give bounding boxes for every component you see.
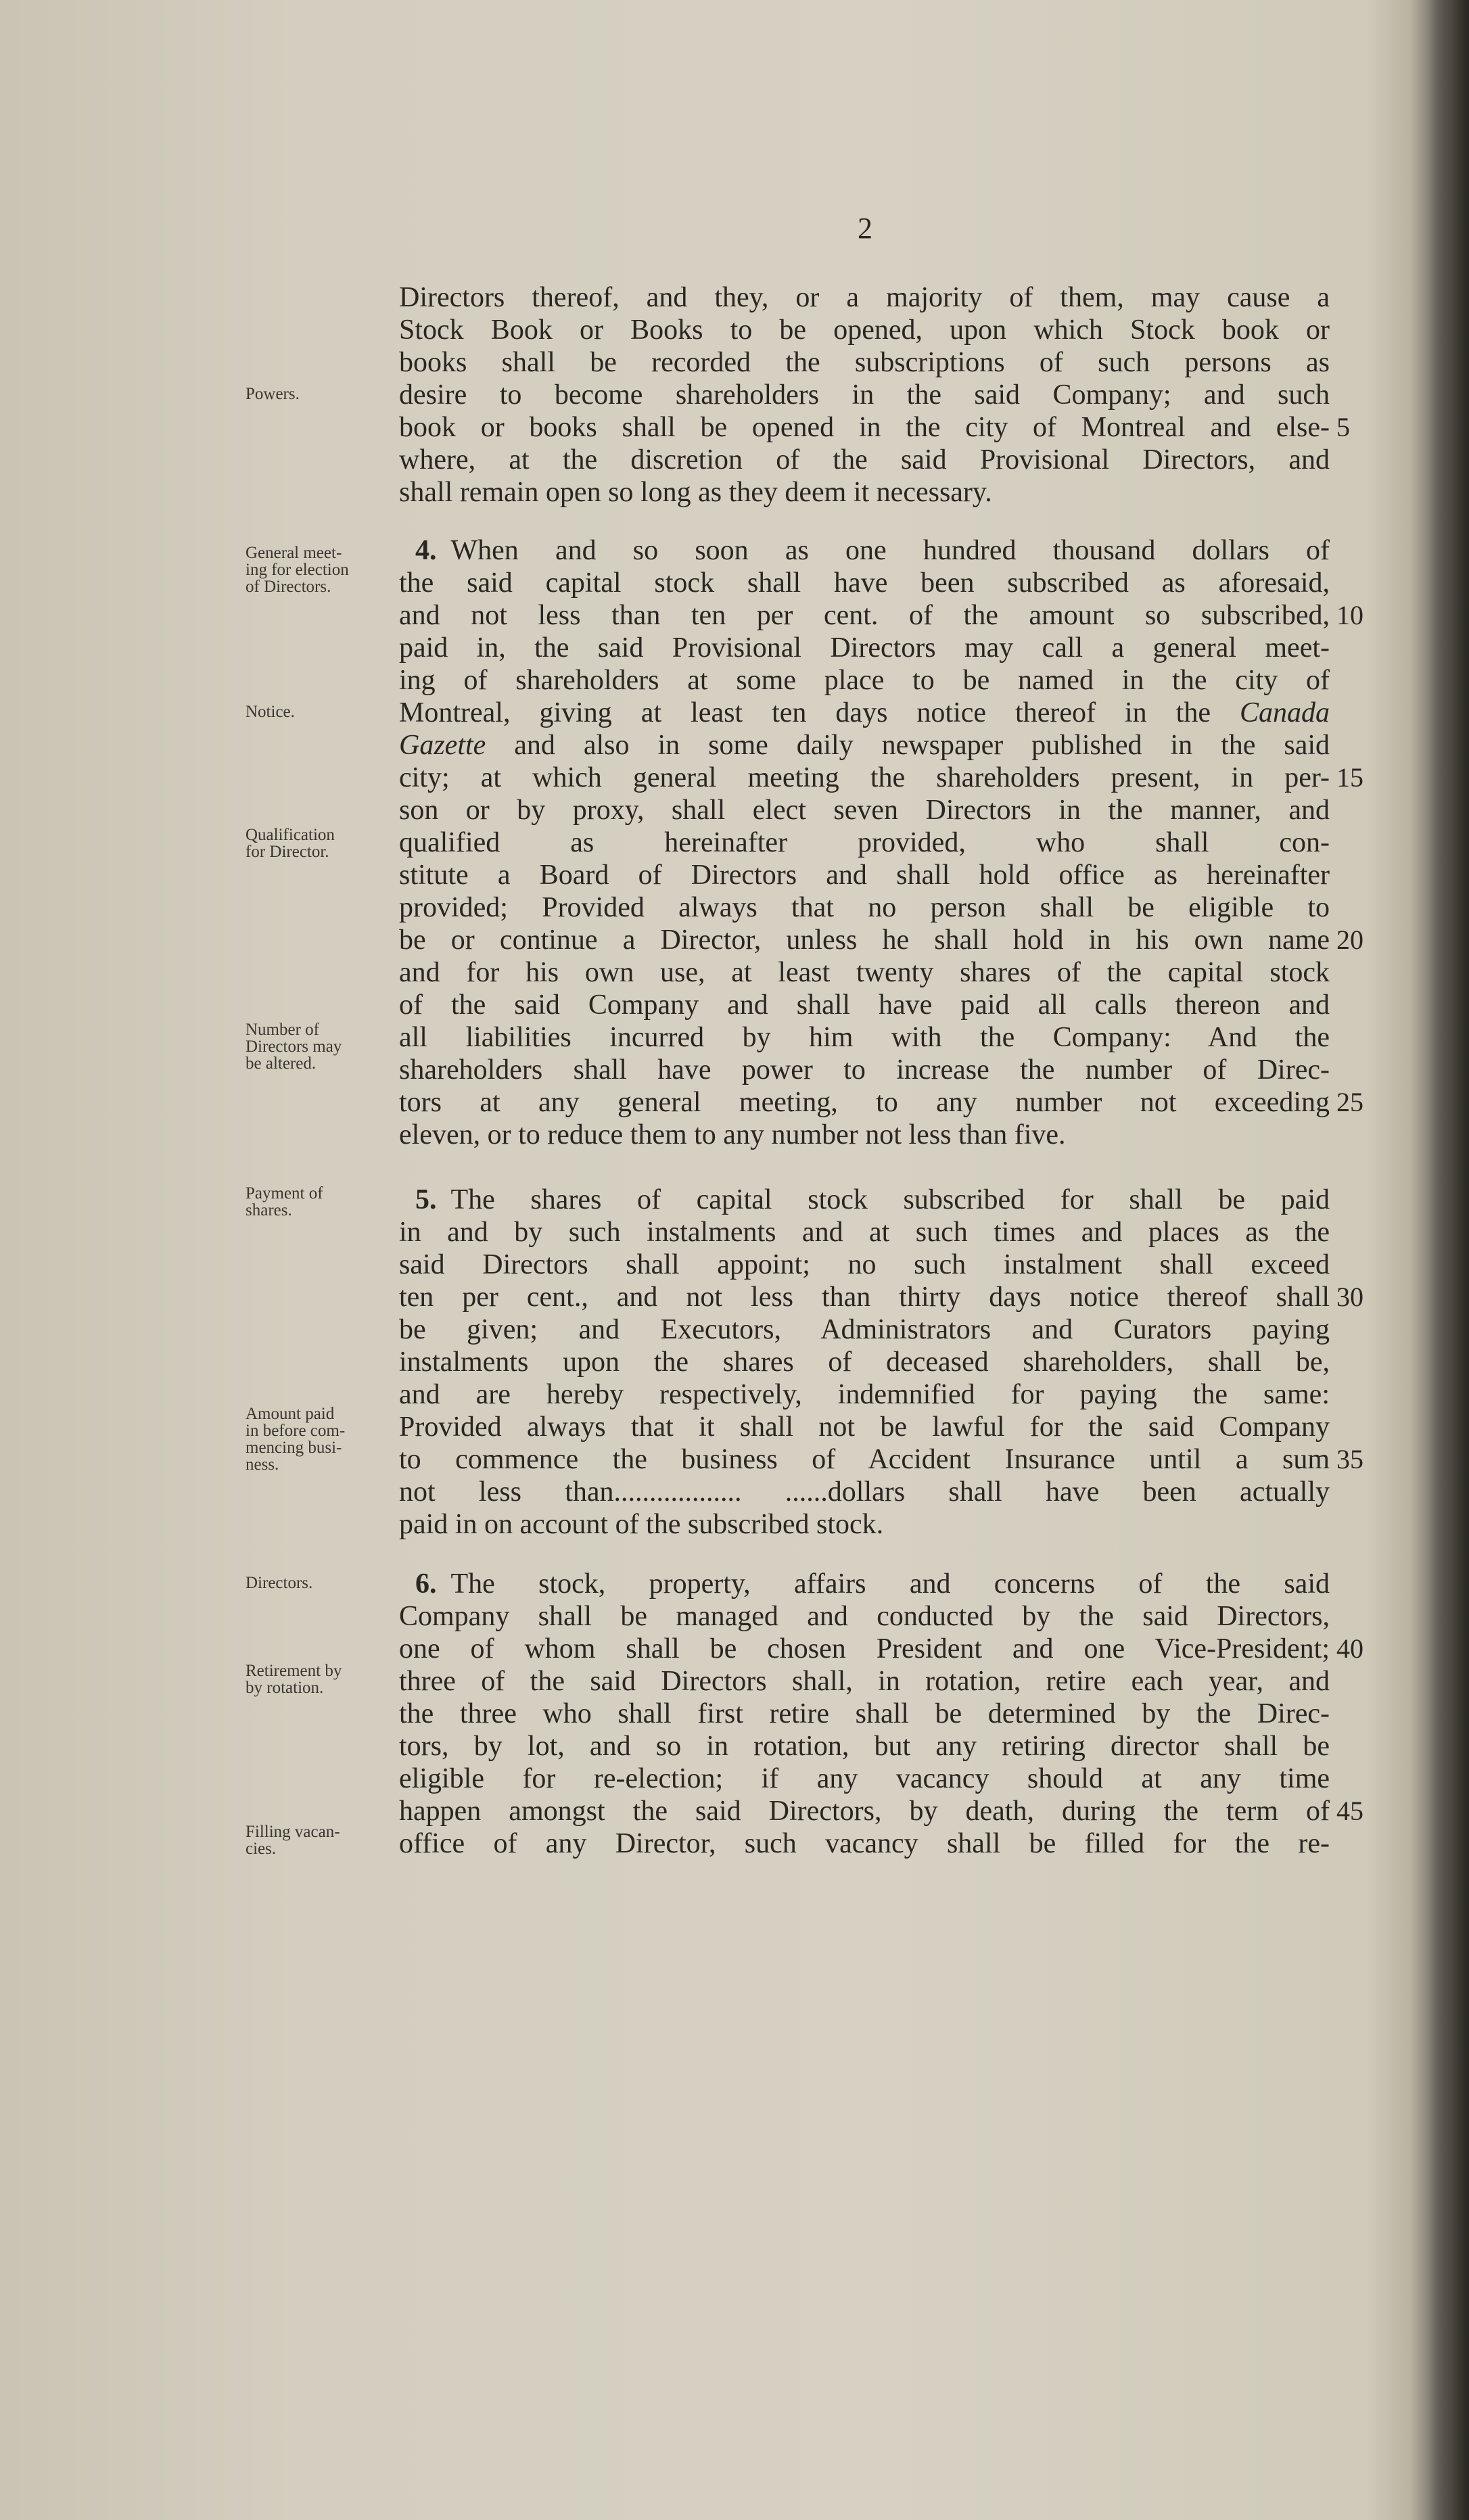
text-line: stitute a Board of Directors and shall hold office as hereinafter (399, 860, 1330, 891)
line-number: 30 (1336, 1282, 1363, 1312)
text-line: ing of shareholders at some place to be named in the city of (399, 665, 1330, 696)
text-line: shall remain open so long as they deem it necessary. (399, 477, 992, 508)
text-line: Provided always that it shall not be lawful for the said Company (399, 1411, 1330, 1443)
margin-note-line: ing for election (246, 561, 349, 579)
section-text: When and so soon as one hundred thousand dollars of (450, 535, 1330, 566)
text-line: office of any Director, such vacancy shall be filled for the re- (399, 1828, 1330, 1859)
text-segment: and also in some daily newspaper published in the said (514, 730, 1330, 761)
margin-note-line: for Director. (246, 843, 329, 861)
margin-note-directors (246, 1574, 394, 1591)
text-line: eligible for re-election; if any vacancy should at any time (399, 1763, 1330, 1794)
margin-note-line: in before com- (246, 1422, 346, 1440)
text-line: son or by proxy, shall elect seven Directors in the manner, and (399, 795, 1330, 826)
line-number: 10 (1336, 600, 1363, 630)
text-line: where, at the discretion of the said Provisional Directors, and (399, 444, 1330, 475)
margin-note-line: Number of (246, 1021, 319, 1039)
text-line: three of the said Directors shall, in rotation, retire each year, and (399, 1666, 1330, 1697)
text-line: book or books shall be opened in the city of Montreal and else- (399, 412, 1330, 443)
margin-note-powers (246, 386, 394, 402)
text-line: in and by such instalments and at such times and places as the (399, 1217, 1330, 1248)
margin-note-qualification (246, 826, 394, 860)
text-line: happen amongst the said Directors, by death, during the term of (399, 1796, 1330, 1827)
text-line: books shall be recorded the subscriptions of such persons as (399, 347, 1330, 378)
text-line: city; at which general meeting the shareholders present, in per- (399, 762, 1330, 793)
text-line: said Directors shall appoint; no such instalment shall exceed (399, 1249, 1330, 1280)
text-line (415, 534, 1330, 567)
section-number: 5. (415, 1184, 437, 1215)
text-line: be or continue a Director, unless he shall hold in his own name (399, 925, 1330, 956)
text-line: ten per cent., and not less than thirty days notice thereof shall (399, 1282, 1330, 1313)
margin-note-line: mencing busi- (246, 1439, 342, 1457)
page-number: 2 (858, 212, 873, 245)
margin-note-amount-paid (246, 1405, 394, 1473)
margin-note-filling-vacancies (246, 1823, 394, 1857)
margin-note-line: be altered. (246, 1054, 317, 1073)
section-text: The shares of capital stock subscribed for shall be paid (450, 1184, 1330, 1215)
text-line: all liabilities incurred by him with the Company: And the (399, 1022, 1330, 1053)
section-number: 6. (415, 1568, 437, 1600)
text-line: one of whom shall be chosen President and one Vice-President; (399, 1633, 1330, 1664)
text-line: of the said Company and shall have paid all calls thereon and (399, 989, 1330, 1021)
line-number: 15 (1336, 762, 1363, 793)
margin-note-line: ness. (246, 1455, 279, 1474)
margin-note-payment-of-shares (246, 1185, 394, 1219)
text-line (415, 1568, 1330, 1600)
text-line: eleven, or to reduce them to any number not less than five. (399, 1119, 1066, 1150)
margin-note-line: of Directors. (246, 578, 331, 596)
margin-note-line: Filling vacan- (246, 1823, 340, 1841)
text-line: tors at any general meeting, to any number not exceeding (399, 1087, 1330, 1118)
text-line: desire to become shareholders in the said Company; and such (399, 379, 1330, 411)
margin-note-notice (246, 703, 394, 720)
text-line: Directors thereof, and they, or a majority of them, may cause a (399, 282, 1330, 313)
margin-note-line: Qualification (246, 826, 335, 844)
binding-edge-shadow (1428, 0, 1469, 2520)
margin-note-line: Notice. (246, 703, 295, 721)
margin-note-line: Amount paid (246, 1405, 335, 1423)
text-line: qualified as hereinafter provided, who shall con- (399, 827, 1330, 858)
line-number: 20 (1336, 925, 1363, 955)
text-line: and for his own use, at least twenty shares of the capital stock (399, 957, 1330, 988)
text-line: provided; Provided always that no person shall be eligible to (399, 892, 1330, 923)
text-segment: Montreal, giving at least ten days notice thereof in the (399, 697, 1211, 728)
margin-note-general-meeting (246, 544, 394, 595)
margin-note-number-of-directors (246, 1021, 394, 1072)
text-line (415, 1184, 1330, 1216)
line-number: 45 (1336, 1796, 1363, 1826)
text-line: Company shall be managed and conducted by the said Directors, (399, 1601, 1330, 1632)
line-number: 40 (1336, 1633, 1363, 1664)
gazette-name-part: Canada (1240, 697, 1330, 728)
margin-note-line: General meet- (246, 544, 342, 562)
line-number: 5 (1336, 412, 1350, 442)
margin-note-line: Retirement by (246, 1662, 342, 1680)
margin-note-line: shares. (246, 1201, 292, 1219)
gazette-name-part: Gazette (399, 730, 486, 761)
line-number: 35 (1336, 1444, 1363, 1474)
margin-note-line: Directors. (246, 1574, 313, 1592)
margin-note-line: Directors may (246, 1037, 342, 1056)
section-number: 4. (415, 535, 437, 566)
text-line: be given; and Executors, Administrators and Curators paying (399, 1314, 1330, 1345)
margin-note-retirement (246, 1662, 394, 1696)
text-line: instalments upon the shares of deceased shareholders, shall be, (399, 1347, 1330, 1378)
text-line: paid in, the said Provisional Directors may call a general meet- (399, 632, 1330, 663)
section-text: The stock, property, affairs and concerns of the said (450, 1568, 1330, 1600)
margin-note-line: Powers. (246, 385, 300, 403)
text-line: shareholders shall have power to increase the number of Direc- (399, 1054, 1330, 1086)
margin-note-line: cies. (246, 1840, 277, 1858)
text-line: the three who shall first retire shall be determined by the Direc- (399, 1698, 1330, 1729)
text-line: and not less than ten per cent. of the amount so subscribed, (399, 600, 1330, 631)
text-line (399, 697, 1330, 729)
text-line: not less than.................. ......dollars shall have been actually (399, 1476, 1330, 1508)
text-line: to commence the business of Accident Insurance until a sum (399, 1444, 1330, 1475)
text-line: paid in on account of the subscribed stock. (399, 1509, 884, 1540)
margin-note-line: Payment of (246, 1184, 323, 1203)
text-line: tors, by lot, and so in rotation, but any retiring director shall be (399, 1731, 1330, 1762)
margin-note-line: by rotation. (246, 1679, 324, 1697)
line-number: 25 (1336, 1087, 1363, 1117)
text-line: Stock Book or Books to be opened, upon which Stock book or (399, 314, 1330, 346)
text-line: the said capital stock shall have been subscribed as aforesaid, (399, 567, 1330, 599)
text-line (399, 729, 1330, 762)
text-line: and are hereby respectively, indemnified for paying the same: (399, 1379, 1330, 1410)
